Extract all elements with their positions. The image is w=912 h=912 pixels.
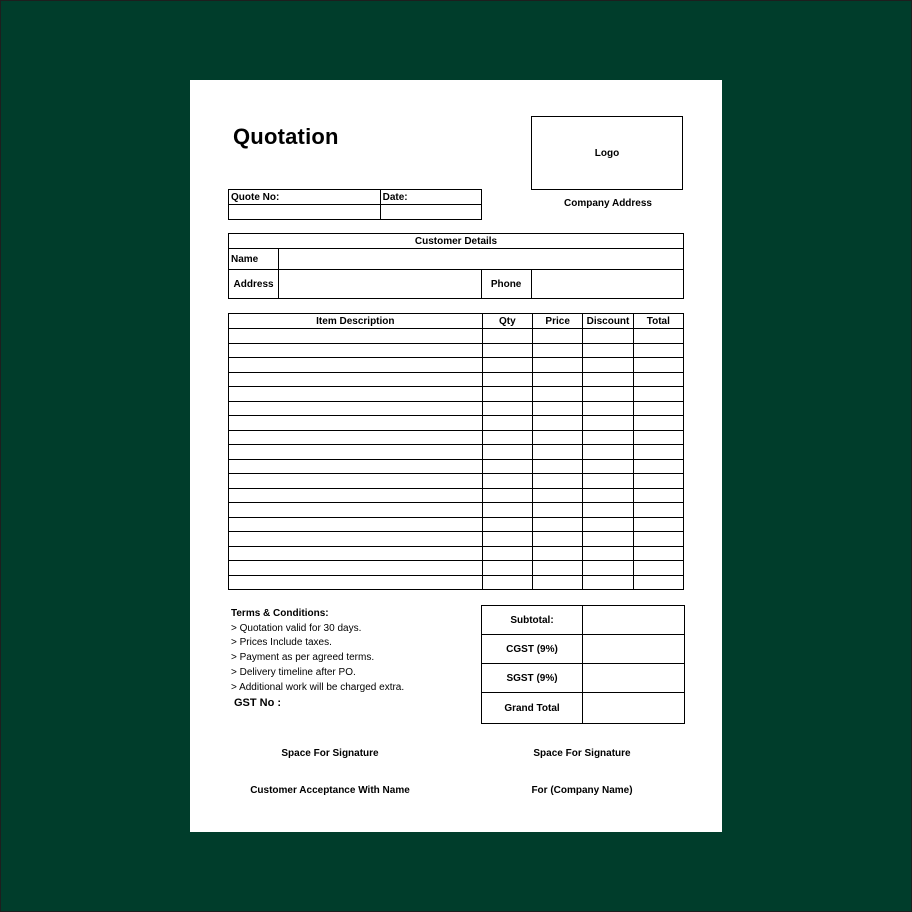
cell-qty[interactable]: [482, 474, 532, 489]
col-qty: Qty: [482, 314, 532, 329]
subtotal-field[interactable]: [583, 606, 685, 635]
cell-item-description[interactable]: [229, 532, 483, 547]
cell-item-description[interactable]: [229, 387, 483, 402]
company-name-caption: For (Company Name): [531, 785, 633, 796]
items-table: [228, 313, 684, 590]
cell-discount[interactable]: [583, 532, 633, 547]
date-label: Date:: [380, 190, 481, 205]
grand-total-field[interactable]: [583, 693, 685, 724]
cell-qty[interactable]: [482, 401, 532, 416]
cell-item-description[interactable]: [229, 503, 483, 518]
cell-total[interactable]: [633, 445, 683, 460]
cell-qty[interactable]: [482, 488, 532, 503]
col-price: Price: [533, 314, 583, 329]
item-row: [229, 459, 684, 474]
cell-item-description[interactable]: [229, 358, 483, 373]
item-row: [229, 445, 684, 460]
cell-price[interactable]: [533, 474, 583, 489]
terms-heading: Terms & Conditions:: [231, 608, 329, 619]
customer-details-heading: Customer Details: [229, 234, 684, 249]
cell-price[interactable]: [533, 343, 583, 358]
cell-total[interactable]: [633, 343, 683, 358]
customer-details-table: [228, 233, 684, 299]
cell-item-description[interactable]: [229, 561, 483, 576]
cell-total[interactable]: [633, 561, 683, 576]
logo-placeholder: [531, 116, 683, 190]
cell-qty[interactable]: [482, 372, 532, 387]
item-row: [229, 358, 684, 373]
cell-price[interactable]: [533, 430, 583, 445]
cell-item-description[interactable]: [229, 329, 483, 344]
cell-total[interactable]: [633, 474, 683, 489]
item-row: [229, 575, 684, 590]
cell-discount[interactable]: [583, 445, 633, 460]
item-row: [229, 329, 684, 344]
item-row: [229, 546, 684, 561]
cell-discount[interactable]: [583, 358, 633, 373]
cell-total[interactable]: [633, 329, 683, 344]
cell-discount[interactable]: [583, 561, 633, 576]
cell-qty[interactable]: [482, 358, 532, 373]
cell-price[interactable]: [533, 517, 583, 532]
terms-line: > Quotation valid for 30 days.: [231, 622, 362, 634]
name-field[interactable]: [279, 249, 684, 270]
cell-item-description[interactable]: [229, 575, 483, 590]
cell-price[interactable]: [533, 401, 583, 416]
cell-total[interactable]: [633, 575, 683, 590]
name-label: Name: [229, 249, 279, 270]
cell-qty[interactable]: [482, 532, 532, 547]
cell-discount[interactable]: [583, 430, 633, 445]
cell-price[interactable]: [533, 546, 583, 561]
item-row: [229, 532, 684, 547]
cell-qty[interactable]: [482, 561, 532, 576]
cell-total[interactable]: [633, 517, 683, 532]
subtotal-label: Subtotal:: [482, 606, 583, 635]
address-field[interactable]: [279, 270, 481, 299]
items-body: [229, 329, 684, 590]
cell-total[interactable]: [633, 459, 683, 474]
cell-price[interactable]: [533, 372, 583, 387]
cell-price[interactable]: [533, 575, 583, 590]
document-title: Quotation: [233, 124, 339, 149]
cell-price[interactable]: [533, 503, 583, 518]
cell-qty[interactable]: [482, 517, 532, 532]
cell-qty[interactable]: [482, 387, 532, 402]
date-field[interactable]: [380, 205, 481, 220]
cell-qty[interactable]: [482, 416, 532, 431]
address-label: Address: [229, 270, 279, 299]
cell-price[interactable]: [533, 488, 583, 503]
terms-line: > Prices Include taxes.: [231, 637, 332, 649]
cell-total[interactable]: [633, 416, 683, 431]
cell-discount[interactable]: [583, 503, 633, 518]
phone-field[interactable]: [531, 270, 683, 299]
cell-qty[interactable]: [482, 575, 532, 590]
cell-price[interactable]: [533, 532, 583, 547]
cell-item-description[interactable]: [229, 546, 483, 561]
quotation-sheet: [190, 80, 722, 832]
cell-qty[interactable]: [482, 445, 532, 460]
quote-no-label: Quote No:: [229, 190, 381, 205]
terms-line: > Payment as per agreed terms.: [231, 652, 375, 664]
cell-discount[interactable]: [583, 488, 633, 503]
cell-price[interactable]: [533, 416, 583, 431]
cell-discount[interactable]: [583, 372, 633, 387]
cell-discount[interactable]: [583, 474, 633, 489]
cell-total[interactable]: [633, 358, 683, 373]
cell-discount[interactable]: [583, 343, 633, 358]
item-row: [229, 561, 684, 576]
cell-total[interactable]: [633, 503, 683, 518]
cell-item-description[interactable]: [229, 517, 483, 532]
cell-price[interactable]: [533, 329, 583, 344]
cell-item-description[interactable]: [229, 416, 483, 431]
item-row: [229, 343, 684, 358]
customer-signature-space: Space For Signature: [281, 748, 379, 759]
customer-acceptance-caption: Customer Acceptance With Name: [250, 785, 410, 796]
cell-total[interactable]: [633, 372, 683, 387]
cell-discount[interactable]: [583, 459, 633, 474]
col-item-description: Item Description: [229, 314, 483, 329]
item-row: [229, 416, 684, 431]
items-header-row: [229, 314, 684, 329]
cell-qty[interactable]: [482, 343, 532, 358]
cell-discount[interactable]: [583, 387, 633, 402]
cell-discount[interactable]: [583, 546, 633, 561]
cell-item-description[interactable]: [229, 474, 483, 489]
company-signature-space: Space For Signature: [533, 748, 631, 759]
logo-label: Logo: [594, 147, 620, 159]
item-row: [229, 430, 684, 445]
quote-info-table: [228, 189, 482, 220]
cell-total[interactable]: [633, 430, 683, 445]
cell-qty[interactable]: [482, 459, 532, 474]
item-row: [229, 503, 684, 518]
cell-discount[interactable]: [583, 575, 633, 590]
cell-item-description[interactable]: [229, 488, 483, 503]
cell-item-description[interactable]: [229, 459, 483, 474]
cell-discount[interactable]: [583, 416, 633, 431]
item-row: [229, 488, 684, 503]
col-total: Total: [633, 314, 683, 329]
cell-item-description[interactable]: [229, 401, 483, 416]
cgst-label: CGST (9%): [482, 635, 583, 664]
sgst-label: SGST (9%): [482, 664, 583, 693]
cell-total[interactable]: [633, 488, 683, 503]
cell-total[interactable]: [633, 546, 683, 561]
item-row: [229, 372, 684, 387]
terms-line: > Delivery timeline after PO.: [231, 666, 356, 678]
cell-item-description[interactable]: [229, 430, 483, 445]
company-address-label: Company Address: [564, 198, 652, 209]
cell-price[interactable]: [533, 387, 583, 402]
cell-qty[interactable]: [482, 430, 532, 445]
cell-discount[interactable]: [583, 401, 633, 416]
cell-price[interactable]: [533, 459, 583, 474]
cell-discount[interactable]: [583, 517, 633, 532]
gst-no-label: GST No :: [234, 697, 282, 710]
col-discount: Discount: [583, 314, 633, 329]
cgst-field[interactable]: [583, 635, 685, 664]
terms-line: > Additional work will be charged extra.: [231, 681, 405, 693]
item-row: [229, 387, 684, 402]
cell-qty[interactable]: [482, 329, 532, 344]
quote-no-field[interactable]: [229, 205, 381, 220]
totals-table: [481, 605, 685, 724]
cell-total[interactable]: [633, 387, 683, 402]
item-row: [229, 401, 684, 416]
grand-total-label: Grand Total: [482, 693, 583, 724]
cell-total[interactable]: [633, 401, 683, 416]
cell-price[interactable]: [533, 445, 583, 460]
cell-total[interactable]: [633, 532, 683, 547]
cell-price[interactable]: [533, 561, 583, 576]
terms-and-conditions: [231, 607, 404, 711]
item-row: [229, 517, 684, 532]
cell-item-description[interactable]: [229, 343, 483, 358]
cell-price[interactable]: [533, 358, 583, 373]
cell-discount[interactable]: [583, 329, 633, 344]
cell-qty[interactable]: [482, 503, 532, 518]
phone-label: Phone: [481, 270, 531, 299]
cell-item-description[interactable]: [229, 372, 483, 387]
item-row: [229, 474, 684, 489]
sgst-field[interactable]: [583, 664, 685, 693]
cell-qty[interactable]: [482, 546, 532, 561]
cell-item-description[interactable]: [229, 445, 483, 460]
